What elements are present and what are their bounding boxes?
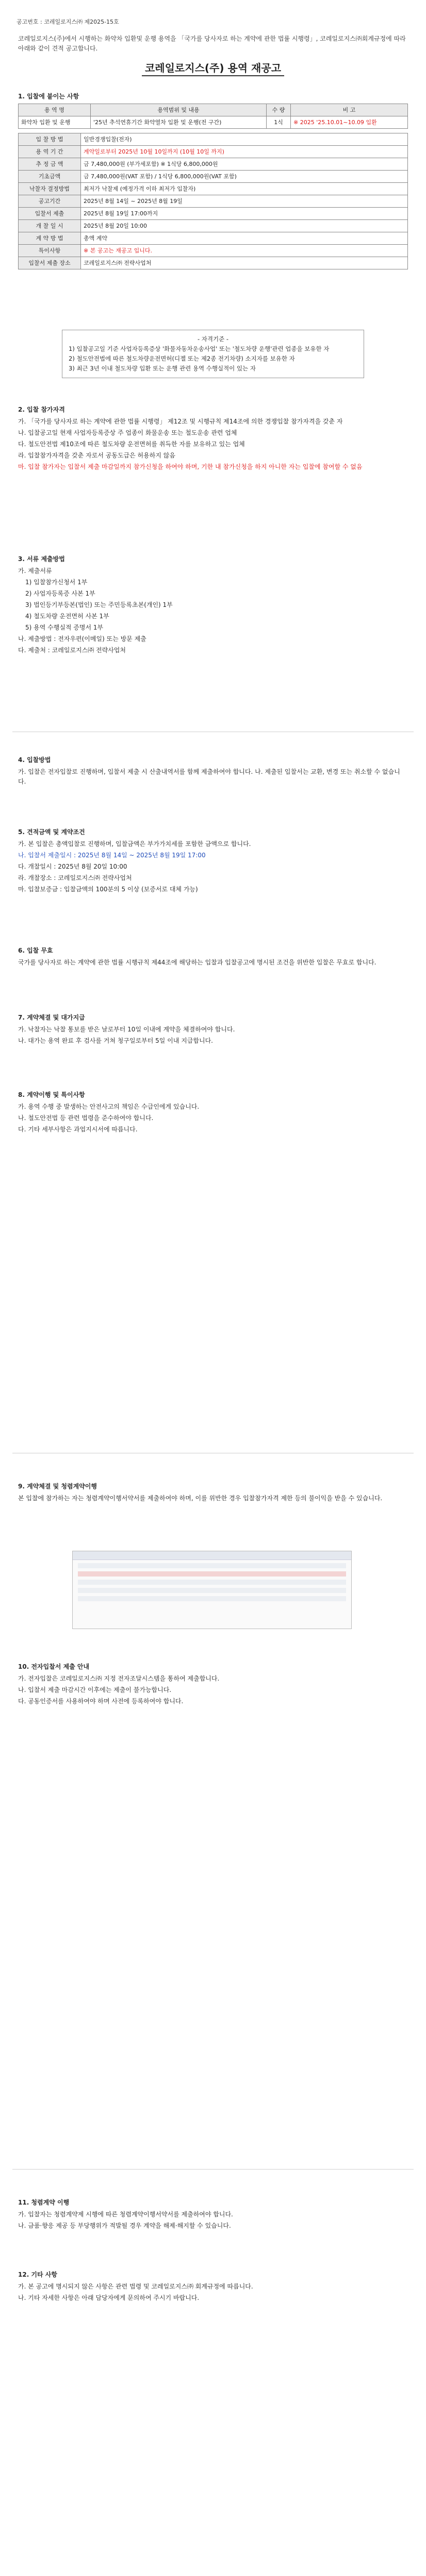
bid-info-key: 용 역 기 간 [19, 146, 81, 158]
list-item: 나. 기타 자세한 사항은 아래 담당자에게 문의하여 주시기 바랍니다. [18, 2294, 200, 2301]
paragraph: 가. 입찰은 전자입찰로 진행하며, 입찰서 제출 시 산출내역서를 함께 제출하여야 합니다. 나. 제출된 입찰서는 교환, 변경 또는 취소할 수 없습니다. [18, 768, 400, 785]
list-item: 가. 본 공고에 명시되지 않은 사항은 관련 법령 및 코레일로지스㈜ 회계규정에 따릅니다. [18, 2283, 253, 2290]
service-name: 화약차 입환 및 운행 [19, 116, 91, 129]
bid-info-value: 2025년 8월 19일 17:00까지 [81, 208, 408, 220]
col-note: 비 고 [291, 104, 408, 116]
box-line: 2) 철도안전법에 따른 철도차량운전면허(디젤 또는 제2종 전기차량) 소지자를 보유한 자 [69, 355, 295, 362]
section-5-header: 5. 견적금액 및 계약조건 [18, 828, 85, 836]
service-qty: 1식 [267, 116, 291, 129]
list-item: 나. 입찰서 제출일시 : 2025년 8월 14일 ~ 2025년 8월 19일 17:00 [18, 852, 206, 859]
bid-info-value: 일반경쟁입찰(전자) [81, 133, 408, 146]
list-item: 1) 입찰참가신청서 1부 [25, 579, 88, 586]
section-10-header: 10. 전자입찰서 제출 안내 [18, 1663, 90, 1670]
service-note: ※ 2025 '25.10.01~10.09 입환 [291, 116, 408, 129]
section-12-header: 12. 기타 사항 [18, 2271, 57, 2278]
paragraph: 국가를 당사자로 하는 계약에 관한 법률 시행규칙 제44조에 해당하는 입찰과 입찰공고에 명시된 조건을 위반한 입찰은 무효로 합니다. [18, 959, 376, 966]
list-item: 3) 법인등기부등본(법인) 또는 주민등록초본(개인) 1부 [25, 601, 173, 608]
qualification-box [62, 330, 364, 378]
section-6 [18, 943, 408, 969]
section-6-header: 6. 입찰 무효 [18, 947, 53, 954]
box-line: 3) 최근 3년 이내 철도차량 입환 또는 운행 관련 용역 수행실적이 있는 자 [69, 365, 256, 372]
bid-info-value: 총액 계약 [81, 232, 408, 245]
bid-info-key: 입찰서 제출 장소 [19, 257, 81, 269]
bid-info-value: 코레일로지스㈜ 전략사업처 [81, 257, 408, 269]
bid-info-key: 기초금액 [19, 171, 81, 183]
list-item: 가. 「국가를 당사자로 하는 계약에 관한 법률 시행령」 제12조 및 시행규칙 제14조에 의한 경쟁입찰 참가자격을 갖춘 자 [18, 418, 343, 425]
list-item: 다. 제출처 : 코레일로지스㈜ 전략사업처 [18, 647, 126, 654]
list-item: 가. 전자입찰은 코레일로지스㈜ 지정 전자조달시스템을 통하여 제출합니다. [18, 1675, 220, 1682]
list-item: 나. 철도안전법 등 관련 법령을 준수하여야 합니다. [18, 1114, 154, 1122]
list-item: 2) 사업자등록증 사본 1부 [25, 590, 95, 597]
bid-info-key: 추 정 금 액 [19, 158, 81, 171]
list-item: 다. 철도안전법 제10조에 따른 철도차량 운전면허를 취득한 자를 보유하고 있는 업체 [18, 440, 245, 448]
bid-info-value: 금 7,480,000원(VAT 포함) / 1식당 6,800,000원(VAT 포함) [81, 171, 408, 183]
section-8 [18, 1087, 408, 1136]
section-2 [18, 402, 408, 473]
section-1-header: 1. 입찰에 붙이는 사항 [18, 93, 79, 100]
list-item: 나. 제출방법 : 전자우편(이메일) 또는 방문 제출 [18, 635, 146, 642]
section-2-header: 2. 입찰 참가자격 [18, 406, 65, 413]
section-8-header: 8. 계약이행 및 특이사항 [18, 1091, 85, 1098]
bid-info-key: 입찰서 제출 [19, 208, 81, 220]
section-4-header: 4. 입찰방법 [18, 756, 51, 764]
section-12 [18, 2267, 408, 2304]
box-line: 1) 입찰공고일 기준 사업자등록증상 '화물자동차운송사업' 또는 '철도차량 운행'관련 업종을 보유한 자 [69, 345, 330, 352]
list-item: 다. 기타 세부사항은 과업지시서에 따릅니다. [18, 1126, 138, 1133]
list-item: 라. 입찰참가자격을 갖춘 자로서 공동도급은 허용하지 않음 [18, 452, 175, 459]
notice-number: 공고번호 : 코레일로지스㈜ 제2025-15호 [17, 19, 119, 25]
bid-info-table [18, 133, 408, 269]
list-item: 나. 금품·향응 제공 등 부당행위가 적발될 경우 계약을 해제·해지할 수 있습니다. [18, 2222, 231, 2229]
service-table [18, 104, 408, 129]
list-item: 5) 용역 수행실적 증명서 1부 [25, 624, 104, 631]
section-11-header: 11. 청렴계약 이행 [18, 2199, 70, 2206]
bid-info-key: 특이사항 [19, 245, 81, 257]
section-5 [18, 824, 408, 896]
box-title: - 자격기준 - [197, 335, 229, 343]
section-9 [18, 1479, 408, 1505]
list-item: 가. 제출서류 [18, 567, 52, 574]
section-7 [18, 1010, 408, 1047]
list-item: 마. 입찰보증금 : 입찰금액의 100분의 5 이상 (보증서로 대체 가능) [18, 886, 198, 893]
bid-info-key: 계 약 방 법 [19, 232, 81, 245]
paragraph: 본 입찰에 참가하는 자는 청렴계약이행서약서를 제출하여야 하며, 이를 위반한 경우 입찰참가자격 제한 등의 불이익을 받을 수 있습니다. [18, 1495, 383, 1502]
list-item: 가. 낙찰자는 낙찰 통보를 받은 날로부터 10일 이내에 계약을 체결하여야 합니다. [18, 1026, 235, 1033]
list-item: 나. 입찰서 제출 마감시간 이후에는 제출이 불가능합니다. [18, 1686, 172, 1693]
col-qty: 수 량 [267, 104, 291, 116]
bid-info-value: 금 7,480,000원 (부가세포함) ※ 1식당 6,800,000원 [81, 158, 408, 171]
page-title: 코레일로지스(주) 용역 재공고 [0, 60, 426, 75]
section-3 [18, 551, 408, 657]
bid-info-key: 공고기간 [19, 195, 81, 208]
list-item: 라. 개찰장소 : 코레일로지스㈜ 전략사업처 [18, 874, 132, 882]
service-scope: '25년 추석연휴기간 화약열차 입환 및 운행(전 구간) [90, 116, 266, 129]
section-11 [18, 2195, 408, 2232]
list-item: 가. 입찰자는 청렴계약제 시행에 따른 청렴계약이행서약서를 제출하여야 합니다. [18, 2211, 233, 2218]
section-4 [18, 752, 408, 788]
divider [12, 2169, 414, 2170]
section-1 [18, 89, 408, 269]
section-10 [18, 1659, 408, 1708]
bid-info-key: 입 찰 방 법 [19, 133, 81, 146]
bid-info-key: 낙찰자 결정방법 [19, 183, 81, 195]
list-item: 나. 대가는 용역 완료 후 검사를 거쳐 청구일로부터 5일 이내 지급합니다. [18, 1037, 213, 1044]
section-3-header: 3. 서류 제출방법 [18, 555, 65, 563]
bid-info-value: 계약일로부터 2025년 10월 10일까지 (10월 10일 까지) [81, 146, 408, 158]
list-item: 4) 철도차량 운전면허 사본 1부 [25, 613, 109, 620]
section-7-header: 7. 계약체결 및 대가지급 [18, 1014, 85, 1021]
list-item: 가. 용역 수행 중 발생하는 안전사고의 책임은 수급인에게 있습니다. [18, 1103, 200, 1110]
col-name: 용 역 명 [19, 104, 91, 116]
bid-info-value: 2025년 8월 14일 ~ 2025년 8월 19일 [81, 195, 408, 208]
list-item: 다. 공동인증서를 사용하여야 하며 사전에 등록하여야 합니다. [18, 1698, 184, 1705]
list-item: 마. 입찰 참가자는 입찰서 제출 마감일까지 참가신청을 하여야 하며, 기한 내 참가신청을 하지 아니한 자는 입찰에 참여할 수 없음 [18, 463, 363, 470]
list-item: 다. 개찰일시 : 2025년 8월 20일 10:00 [18, 863, 127, 870]
intro-text: 코레일로지스(주)에서 시행하는 화약차 입환및 운행 용역을 「국가를 당사자로 하는 계약에 관한 법률 시행령」, 코레일로지스㈜회계규정에 따라 아래와 같이 견적 공고합니다. [18, 35, 406, 52]
bid-info-value: 2025년 8월 20일 10:00 [81, 220, 408, 232]
bid-info-key: 개 찰 일 시 [19, 220, 81, 232]
col-scope: 용역범위 및 내용 [90, 104, 266, 116]
section-9-header: 9. 계약체결 및 청렴계약이행 [18, 1483, 97, 1490]
list-item: 가. 본 입찰은 총액입찰로 진행하며, 입찰금액은 부가가치세를 포함한 금액으로 합니다. [18, 840, 251, 848]
bid-info-value: ※ 본 공고는 재공고 입니다. [81, 245, 408, 257]
bid-info-value: 최저가 낙찰제 (예정가격 이하 최저가 입찰자) [81, 183, 408, 195]
list-item: 나. 입찰공고일 현재 사업자등록증상 주 업종이 화물운송 또는 철도운송 관련 업체 [18, 429, 237, 436]
screenshot-image [72, 1551, 352, 1629]
